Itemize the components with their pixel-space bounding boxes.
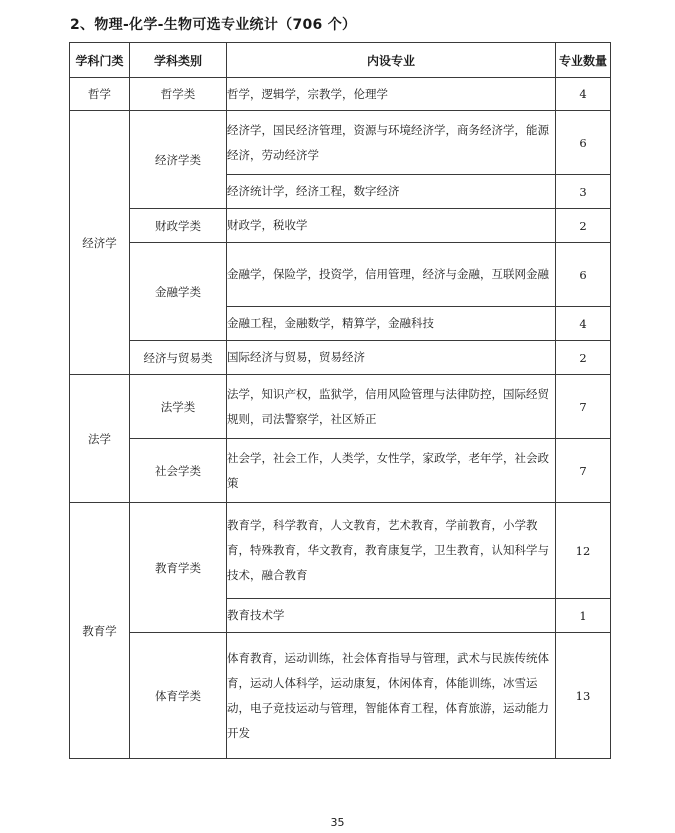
table-header-row [70,43,611,78]
count-cell: 2 [556,341,611,375]
count-cell: 13 [556,633,611,759]
table-row [70,341,611,375]
category-cell: 教育学 [70,503,130,759]
class-cell: 金融学类 [130,243,227,341]
table-row [70,439,611,503]
count-cell: 6 [556,111,611,175]
class-cell: 财政学类 [130,209,227,243]
class-cell: 经济学类 [130,111,227,209]
majors-cell: 财政学，税收学 [227,209,556,243]
count-cell: 3 [556,175,611,209]
header-majors: 内设专业 [227,43,556,78]
header-category: 学科门类 [70,43,130,78]
header-class: 学科类别 [130,43,227,78]
category-cell: 哲学 [70,78,130,111]
count-cell: 7 [556,375,611,439]
class-cell: 哲学类 [130,78,227,111]
count-cell: 6 [556,243,611,307]
table-row [70,243,611,307]
count-cell: 4 [556,307,611,341]
page-number: 35 [330,816,345,829]
count-cell: 7 [556,439,611,503]
majors-cell: 教育技术学 [227,599,556,633]
class-cell: 教育学类 [130,503,227,633]
count-cell: 12 [556,503,611,599]
majors-cell: 哲学，逻辑学，宗教学，伦理学 [227,78,556,111]
majors-cell: 经济统计学，经济工程，数字经济 [227,175,556,209]
table-row [70,633,611,759]
category-cell: 法学 [70,375,130,503]
majors-cell: 体育教育，运动训练，社会体育指导与管理，武术与民族传统体育，运动人体科学，运动康复，休闲体育，体能训练，冰雪运动，电子竞技运动与管理，智能体育工程，体育旅游，运动能力开发 [227,633,556,759]
count-cell: 4 [556,78,611,111]
majors-cell: 教育学，科学教育，人文教育，艺术教育，学前教育，小学教育，特殊教育，华文教育，教育康复学，卫生教育，认知科学与技术，融合教育 [227,503,556,599]
majors-cell: 金融工程，金融数学，精算学，金融科技 [227,307,556,341]
category-cell: 经济学 [70,111,130,375]
table-row [70,375,611,439]
section-heading: 2、物理-化学-生物可选专业统计（706 个） [70,17,357,33]
majors-cell: 经济学，国民经济管理，资源与环境经济学，商务经济学，能源经济，劳动经济学 [227,111,556,175]
table-row [70,111,611,175]
class-cell: 法学类 [130,375,227,439]
majors-cell: 国际经济与贸易，贸易经济 [227,341,556,375]
table-row [70,78,611,111]
table-row [70,503,611,599]
majors-cell: 法学，知识产权，监狱学，信用风险管理与法律防控，国际经贸规则，司法警察学，社区矫正 [227,375,556,439]
majors-cell: 社会学，社会工作，人类学，女性学，家政学，老年学，社会政策 [227,439,556,503]
class-cell: 社会学类 [130,439,227,503]
class-cell: 体育学类 [130,633,227,759]
count-cell: 2 [556,209,611,243]
majors-table [69,42,611,759]
table-row [70,209,611,243]
count-cell: 1 [556,599,611,633]
majors-cell: 金融学，保险学，投资学，信用管理，经济与金融，互联网金融 [227,243,556,307]
class-cell: 经济与贸易类 [130,341,227,375]
header-count: 专业数量 [556,43,611,78]
